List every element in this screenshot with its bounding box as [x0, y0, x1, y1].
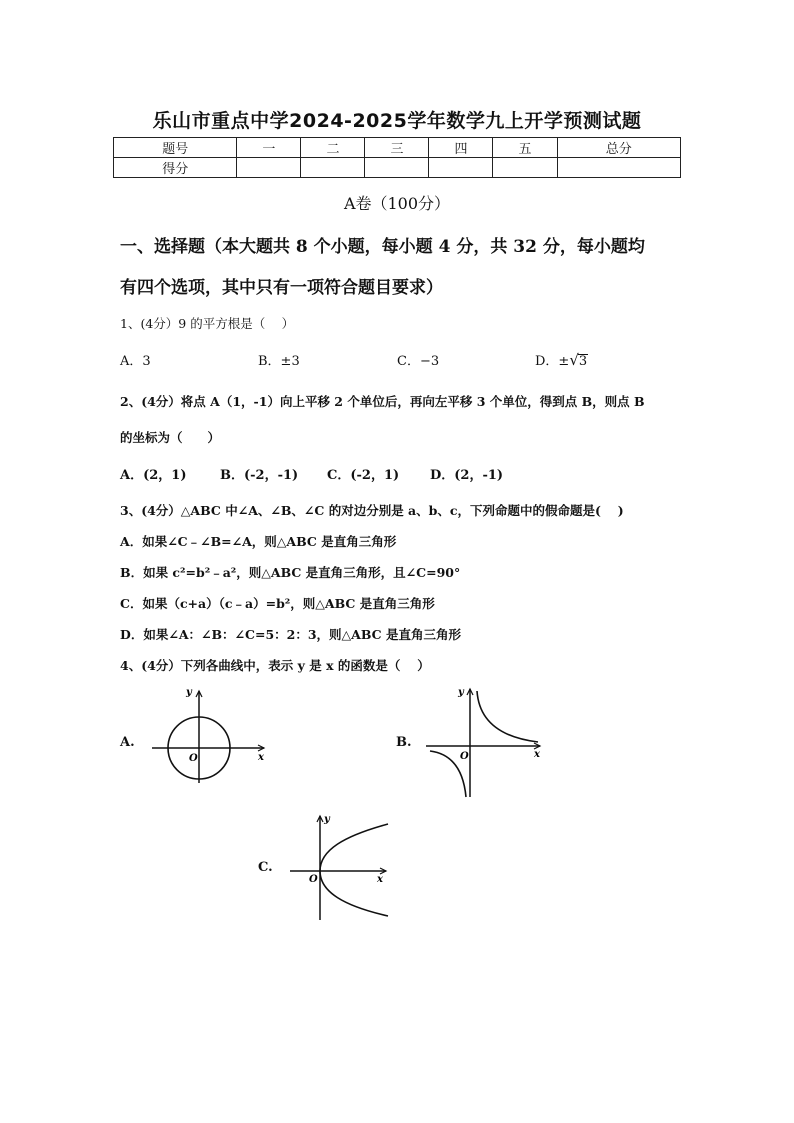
- origin-label: O: [309, 874, 318, 885]
- score-cell: 得分: [114, 158, 237, 178]
- q1-option-c: C．−3: [397, 354, 440, 369]
- score-table-header-row: [114, 138, 681, 158]
- q1-option-d-radicand: 3: [578, 354, 588, 369]
- q4-graph-b-hyperbola: [422, 685, 546, 800]
- radical-sign-icon: √: [569, 351, 579, 369]
- q2-option-d: D．(2，-1): [430, 468, 504, 483]
- q1-option-d-prefix: D．±: [535, 354, 570, 369]
- score-cell: 四: [429, 138, 493, 158]
- score-cell: 三: [365, 138, 429, 158]
- q4-graph-c-parabola: [288, 812, 392, 924]
- q2-option-c: C．(-2，1): [327, 468, 400, 483]
- q1-option-a: A．3: [120, 354, 151, 369]
- q2-option-b: B．(-2，-1): [220, 468, 299, 483]
- score-table-score-row: [114, 158, 681, 178]
- score-cell: 五: [493, 138, 557, 158]
- q3-stem: 3、(4分）△ABC 中∠A、∠B、∠C 的对边分别是 a、b、c，下列命题中的假命题是( ): [120, 503, 624, 518]
- q2-option-a: A．(2，1): [120, 468, 187, 483]
- q3-option-a: A．如果∠C﹣∠B=∠A，则△ABC 是直角三角形: [120, 534, 397, 549]
- score-table: [113, 137, 681, 178]
- axis-label-y: y: [458, 687, 464, 698]
- q4-stem: 4、(4分）下列各曲线中，表示 y 是 x 的函数是（ ）: [120, 658, 430, 673]
- axis-label-x: x: [258, 752, 264, 763]
- axis-label-x: x: [534, 749, 540, 760]
- origin-label: O: [460, 751, 469, 762]
- q3-option-d: D．如果∠A：∠B：∠C=5：2：3，则△ABC 是直角三角形: [120, 627, 461, 642]
- q4-option-b-label: B.: [396, 735, 412, 750]
- q2-stem-line1: 2、(4分）将点 A（1，-1）向上平移 2 个单位后，再向左平移 3 个单位，得到点 B，则点 B: [120, 394, 645, 409]
- score-cell: 一: [237, 138, 301, 158]
- score-cell: 二: [301, 138, 365, 158]
- score-blank: [557, 158, 681, 178]
- q1-stem: 1、(4分）9 的平方根是（ ）: [120, 316, 295, 331]
- q4-option-c-label: C.: [258, 860, 273, 875]
- page-title: 乐山市重点中学2024-2025学年数学九上开学预测试题: [152, 110, 642, 132]
- parabola-curve: [320, 824, 388, 916]
- paper-a-heading: A卷（100分）: [343, 194, 451, 213]
- q2-stem-line2: 的坐标为（ ）: [120, 430, 221, 445]
- q3-option-b: B．如果 c²=b²﹣a²，则△ABC 是直角三角形，且∠C=90°: [120, 565, 461, 580]
- q4-option-a-label: A.: [120, 735, 135, 750]
- score-blank: [237, 158, 301, 178]
- axis-label-y: y: [186, 687, 192, 698]
- section-heading-line1: 一、选择题（本大题共 8 个小题，每小题 4 分，共 32 分，每小题均: [120, 237, 645, 257]
- score-blank: [301, 158, 365, 178]
- q3-option-c: C．如果（c+a）（c﹣a）=b²，则△ABC 是直角三角形: [120, 596, 435, 611]
- axis-label-y: y: [324, 814, 330, 825]
- q1-option-b: B．±3: [258, 354, 300, 369]
- score-blank: [365, 158, 429, 178]
- score-blank: [493, 158, 557, 178]
- section-heading-line2: 有四个选项，其中只有一项符合题目要求）: [120, 278, 443, 298]
- score-cell: 总分: [557, 138, 681, 158]
- origin-label: O: [189, 753, 198, 764]
- q4-graph-a-circle: [148, 685, 272, 785]
- axis-label-x: x: [377, 874, 383, 885]
- q1-option-d: [535, 350, 588, 369]
- hyperbola-branch-right: [477, 691, 538, 742]
- score-cell: 题号: [114, 138, 237, 158]
- score-blank: [429, 158, 493, 178]
